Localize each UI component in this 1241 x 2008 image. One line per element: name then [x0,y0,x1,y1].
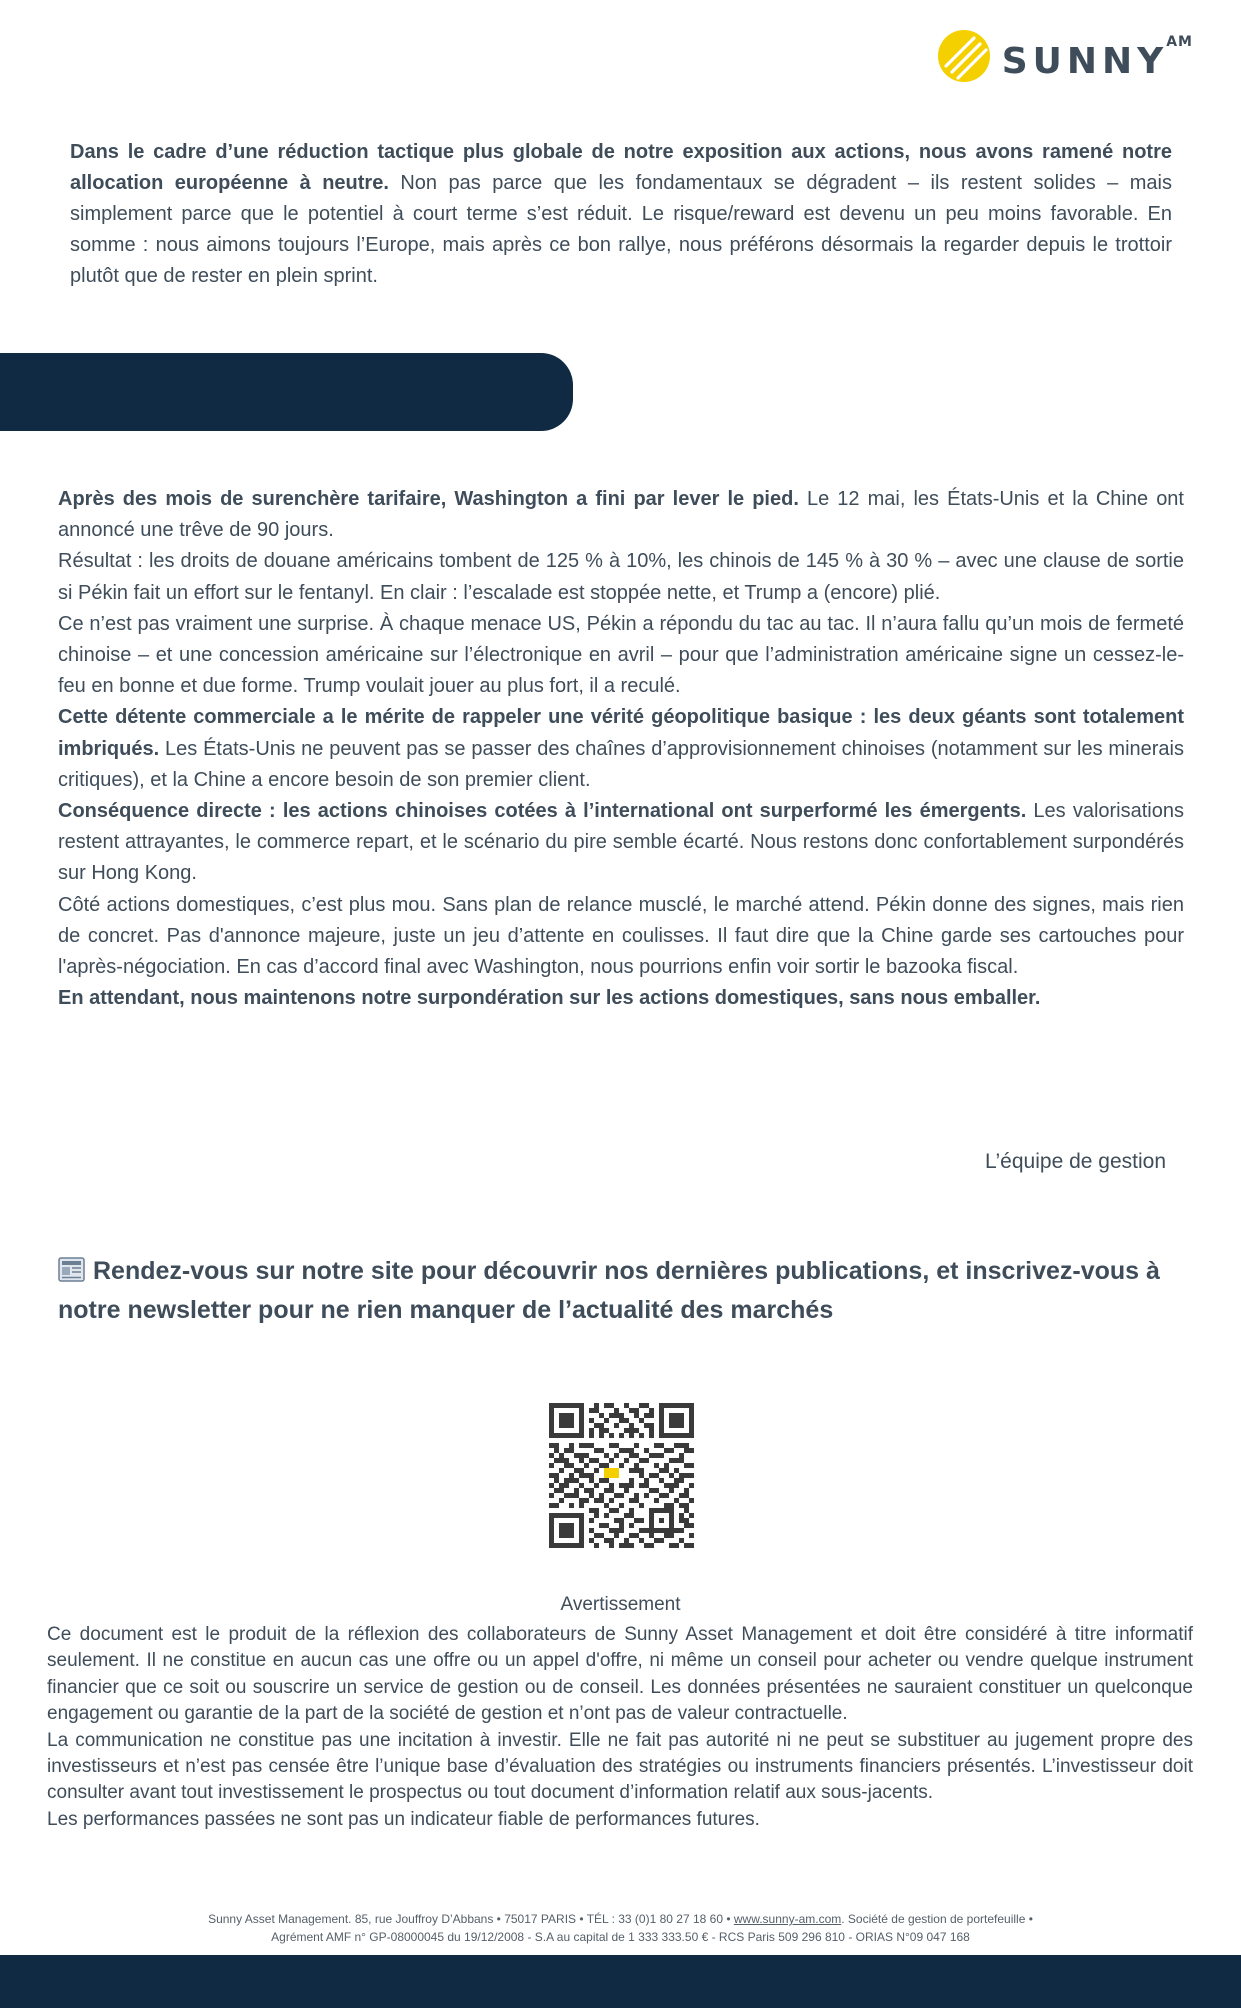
disclaimer-title: Avertissement [560,1594,681,1615]
sun-logo-icon [938,30,990,82]
paragraph-text: Résultat : les droits de douane américains tombent de 125 % à 10%, les chinois de 145 % à 30 % – avec une clause de sortie si Pékin fait un effort sur le fentanyl. En clair : l’escalade est stoppée nette, et Trump a (encore) plié. [58,550,1184,604]
paragraph-text: Côté actions domestiques, c’est plus mou. Sans plan de relance musclé, le marché attend. Pékin donne des signes, mais rien de concret. Pas d'annonce majeure, juste un jeu d’attente en coulisses. Il faut dire que la Chine garde ses cartouches pour l'après-négociation. En cas d’accord final avec Washington, nous pourrions enfin voir sortir le bazooka fiscal. [58,893,1184,979]
section-band [0,353,573,431]
newsletter-cta [58,1252,1198,1330]
signature: L’équipe de gestion [985,1150,1166,1173]
paragraph [58,796,1184,890]
disclaimer [47,1622,1193,1833]
paragraph-text: Ce n’est pas vraiment une surprise. À chaque menace US, Pékin a répondu du tac au tac. Il n’aura fallu qu’un mois de fermeté chinoise – et une concession américaine sur l’électronique en avril – pour que l’administration américaine signe un cessez-le-feu en bonne et due forme. Trump voulait jouer au plus fort, il a reculé. [58,612,1184,698]
paragraph [58,702,1184,796]
bottom-bar [0,1955,1241,2008]
paragraph-bold: Conséquence directe : les actions chinoises cotées à l’international ont surperformé les émergents. [58,800,1027,823]
footer-line1-before: Sunny Asset Management. 85, rue Jouffroy D’Abbans • 75017 PARIS • TÉL : 33 (0)1 80 27 18 60 • [208,1912,734,1926]
cta-text: Rendez-vous sur notre site pour découvrir nos dernières publications, et inscrivez-vous à notre newsletter pour ne rien manquer de l’actualité des marchés [58,1257,1160,1324]
paragraph [58,546,1184,608]
article-body [58,484,1184,1014]
brand-name: $SUNNY^{AM}$ [1001,34,1193,82]
paragraph [58,890,1184,984]
paragraph [58,609,1184,703]
paragraph-text: Les valorisations restent attrayantes, le commerce repart, et le scénario du pire semble écarté. Nous restons donc confortablement surpondérés sur Hong Kong. [58,800,1184,885]
paragraph-bold: Après des mois de surenchère tarifaire, Washington a fini par lever le pied. [58,488,799,510]
paragraph-bold: En attendant, nous maintenons notre surpondération sur les actions domestiques, sans nous emballer. [58,987,1041,1010]
disclaimer-paragraph: La communication ne constitue pas une incitation à investir. Elle ne fait pas autorité ni ne peut se substituer au jugement propre des investisseurs et n’est pas censée être l’unique base d’évaluation des stratégies ou instruments financiers présentés. L’investisseur doit consulter avant tout investissement le prospectus ou tout document d’information relatif aux sous-jacents. [47,1729,1193,1804]
footer-line1-after: . Société de gestion de portefeuille • [841,1912,1033,1926]
website-link[interactable]: www.sunny-am.com [733,1912,842,1926]
brand-logo [938,30,1193,88]
intro-text: Non pas parce que les fondamentaux se dégradent – ils restent solides – mais simplement parce que le potentiel à court terme s’est réduit. Le risque/reward est devenu un peu moins favorable. En somme : nous aimons toujours l’Europe, mais après ce bon rallye, nous préférons désormais la regarder depuis le trottoir plutôt que de rester en plein sprint. [70,172,1172,287]
disclaimer-paragraph: Ce document est le produit de la réflexion des collaborateurs de Sunny Asset Management et doit être considéré à titre informatif seulement. Il ne constitue en aucun cas une offre ou un appel d'offre, ni même un conseil pour acheter ou vendre quelque instrument financier que ce soit ou souscrire un service de gestion ou de conseil. Les données présentées ne sauraient constituer un quelconque engagement ou garantie de la part de la société de gestion et n’ont pas de valeur contractuelle. [47,1624,1193,1725]
footer-line2: Agrément AMF n° GP-08000045 du 19/12/2008 - S.A au capital de 1 333 333.50 € - RCS Paris 509 296 810 - ORIAS N°09 047 168 [271,1930,970,1944]
paragraph-bold: Cette détente commerciale a le mérite de rappeler une vérité géopolitique basique : les deux géants sont totalement imbriqués. [58,706,1184,760]
newspaper-icon [58,1257,85,1282]
intro-bold: Dans le cadre d’une réduction tactique plus globale de notre exposition aux actions, nous avons ramené notre allocation européenne à neutre. [70,141,1172,194]
brand-sup: AM [1166,34,1193,50]
section-title: Marchés Emergents [157,22,444,55]
paragraph [58,983,1184,1014]
intro-paragraph [70,137,1172,292]
disclaimer-paragraph: Les performances passées ne sont pas un indicateur fiable de performances futures. [47,1808,760,1830]
paragraph-text: Le 12 mai, les États-Unis et la Chine ont annoncé une trêve de 90 jours. [58,488,1184,542]
paragraph [58,484,1184,546]
legal-footer [0,1910,1241,1946]
paragraph-text: Les États-Unis ne peuvent pas se passer des chaînes d’approvisionnement chinoises (notamment sur les minerais critiques), et la Chine a encore besoin de son premier client. [58,737,1184,791]
qr-code-icon[interactable] [549,1403,694,1548]
